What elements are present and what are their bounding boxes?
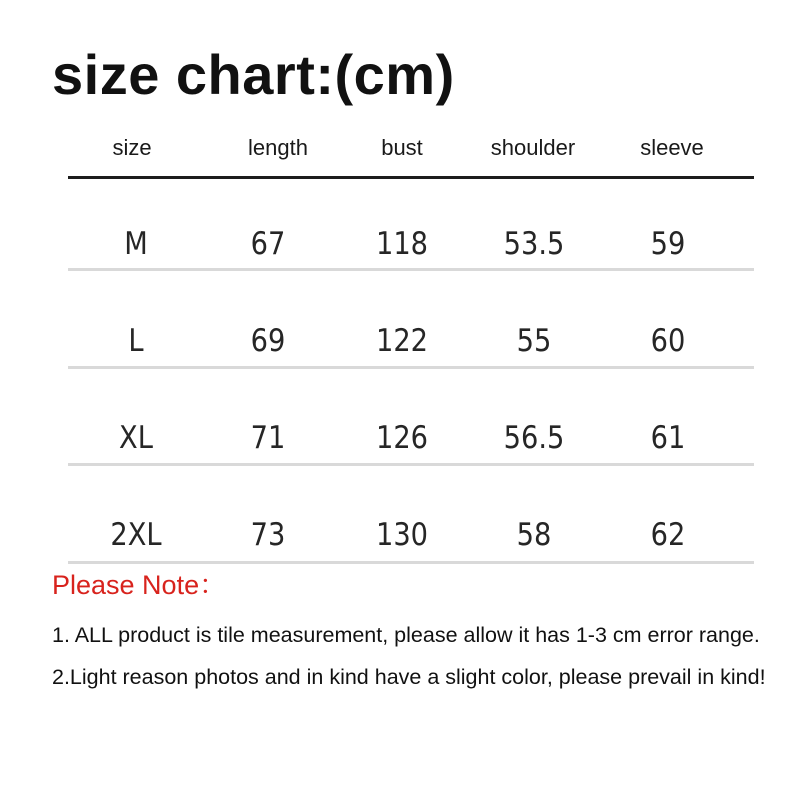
note-item-1: 1. ALL product is tile measurement, please allow it has 1-3 cm error range. [52,623,760,647]
cell-sleeve: 61 [650,420,686,456]
note-body [52,614,782,698]
cell-bust: 126 [375,420,429,456]
cell-sleeve: 60 [650,323,686,359]
table-row [68,505,754,565]
page-title: size chart:(cm) [52,43,455,106]
note-title: Please Note： [52,570,227,600]
cell-length: 73 [250,517,286,553]
cell-bust: 122 [375,323,429,359]
cell-size: M [124,226,148,262]
cell-size: XL [119,420,153,456]
note-item-2: 2.Light reason photos and in kind have a slight color, please prevail in kind! [52,665,766,689]
row-divider [68,463,754,466]
table-header [68,132,754,168]
table-row [68,214,754,274]
header-shoulder: shoulder [490,135,576,160]
cell-length: 67 [250,226,286,262]
header-size: size [112,135,152,160]
header-divider [68,176,754,179]
header-sleeve: sleeve [640,135,704,160]
header-bust: bust [381,135,423,160]
table-row [68,311,754,371]
cell-sleeve: 59 [650,226,686,262]
cell-size: L [128,323,144,359]
cell-length: 69 [250,323,286,359]
cell-shoulder: 53.5 [503,226,565,262]
cell-shoulder: 56.5 [503,420,565,456]
row-divider [68,561,754,564]
cell-shoulder: 58 [516,517,552,553]
row-divider [68,268,754,271]
table-row [68,408,754,468]
row-divider [68,366,754,369]
cell-size: 2XL [110,517,162,553]
cell-shoulder: 55 [516,323,552,359]
cell-length: 71 [250,420,286,456]
header-length: length [248,135,308,160]
cell-sleeve: 62 [650,517,686,553]
cell-bust: 118 [375,226,429,262]
cell-bust: 130 [375,517,429,553]
